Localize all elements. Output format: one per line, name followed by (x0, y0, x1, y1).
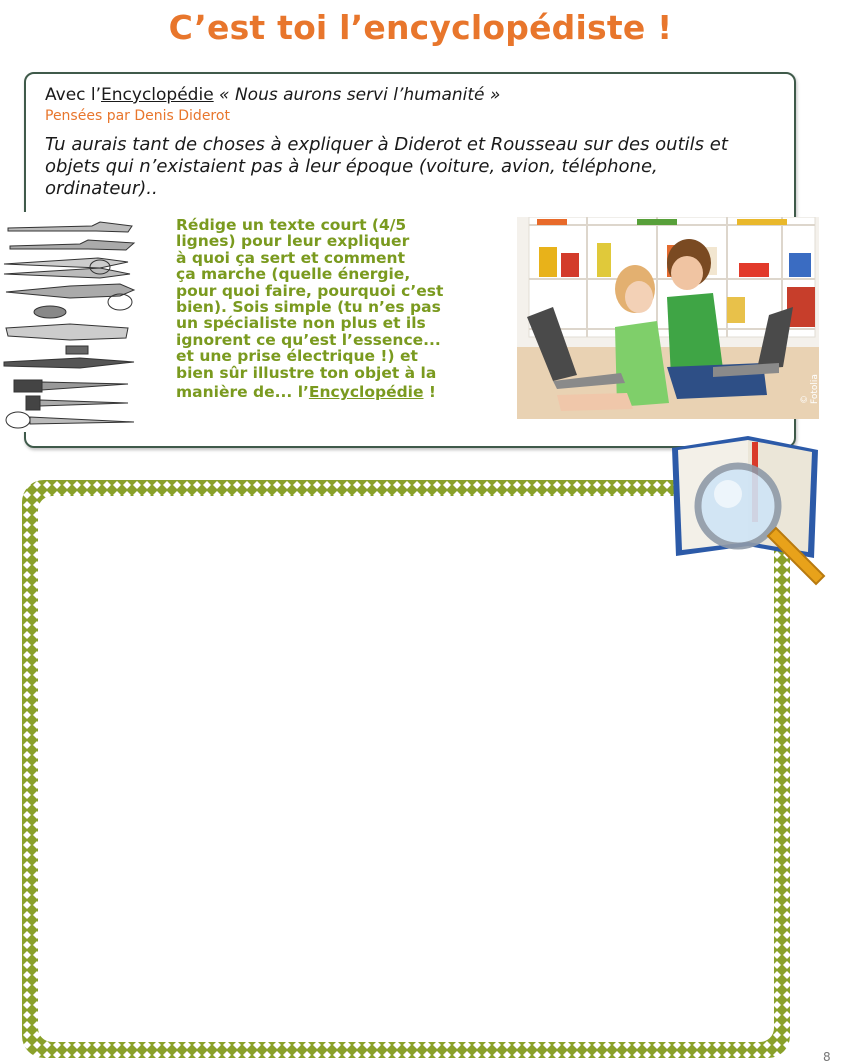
instruction-line: à quoi ça sert et comment (176, 248, 405, 267)
encyclopedie-link[interactable]: Encyclopédie (101, 85, 214, 105)
page-number: 8 (823, 1050, 831, 1064)
page-title: C’est toi l’encyclopédiste ! (168, 8, 673, 47)
quote-author: Pensées par Denis Diderot (45, 108, 230, 124)
children-laptops-photo (517, 217, 819, 419)
photo-credit: © Fotolia (800, 374, 820, 404)
instruction-line: bien sûr illustre ton objet à la (176, 363, 437, 382)
quote-line (45, 85, 500, 105)
instruction-line-last (176, 384, 496, 400)
encyclopedie-link-2[interactable]: Encyclopédie (308, 383, 424, 402)
instruction-line: pour quoi faire, pourquoi c’est (176, 281, 444, 300)
instruction-line: un spécialiste non plus et ils (176, 314, 426, 333)
instruction-line: et une prise électrique !) et (176, 347, 418, 366)
instruction-line: ignorent ce qu’est l’essence... (176, 330, 441, 349)
last-prefix: manière de... l’ (176, 383, 309, 402)
instructions (176, 217, 496, 400)
book-magnifier-icon (668, 428, 830, 594)
instruction-line: Rédige un texte court (4/5 (176, 216, 407, 234)
quote-text: « Nous aurons servi l’humanité » (213, 85, 501, 105)
tools-illustration (0, 212, 140, 432)
quote-prefix: Avec l’ (45, 85, 102, 105)
instruction-line: bien). Sois simple (tu n’es pas (176, 298, 441, 317)
instruction-line: lignes) pour leur expliquer (176, 232, 410, 251)
instruction-line: ça marche (quelle énergie, (176, 265, 411, 284)
intro-text: Tu aurais tant de choses à expliquer à Diderot et Rousseau sur des outils et objets qui n’existaient pas à leur époque (voiture, avion, téléphone, ordinateur).. (45, 134, 728, 199)
last-suffix: ! (423, 383, 436, 402)
